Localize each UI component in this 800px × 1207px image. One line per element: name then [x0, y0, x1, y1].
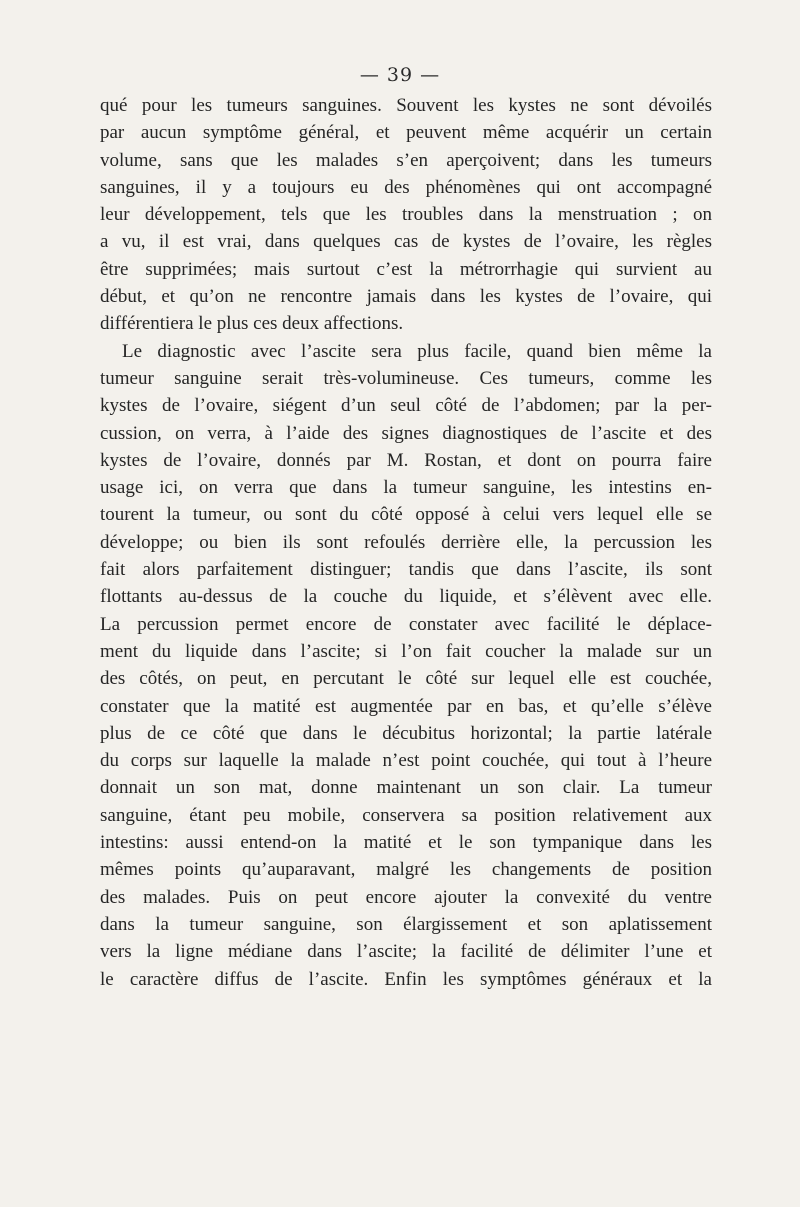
text-line: des côtés, on peut, en percutant le côté sur lequel elle est couchée, — [100, 668, 712, 690]
text-line: différentiera le plus ces deux affections. — [100, 313, 404, 335]
text-line: kystes de l’ovaire, donnés par M. Rostan, et dont on pourra faire — [100, 449, 712, 471]
text-line: kystes de l’ovaire, siégent d’un seul côté de l’abdomen; par la per- — [100, 395, 712, 417]
text-line: du corps sur laquelle la malade n’est point couchée, qui tout à l’heure — [100, 750, 712, 772]
text-line: volume, sans que les malades s’en aperçoivent; dans les tumeurs — [100, 149, 712, 171]
text-line: mêmes points qu’auparavant, malgré les changements de position — [100, 859, 712, 881]
text-line: tourent la tumeur, ou sont du côté opposé à celui vers lequel elle se — [100, 504, 712, 526]
text-line: flottants au-dessus de la couche du liquide, et s’élèvent avec elle. — [100, 586, 712, 608]
text-line: usage ici, on verra que dans la tumeur sanguine, les intestins en- — [100, 477, 712, 499]
text-line: des malades. Puis on peut encore ajouter la convexité du ventre — [100, 886, 712, 908]
text-line: donnait un son mat, donne maintenant un son clair. La tumeur — [100, 777, 712, 799]
text-line: plus de ce côté que dans le décubitus horizontal; la partie latérale — [100, 722, 712, 744]
text-line: cussion, on verra, à l’aide des signes diagnostiques de l’ascite et des — [100, 422, 712, 444]
text-line: Le diagnostic avec l’ascite sera plus facile, quand bien même la — [122, 340, 712, 362]
text-line: début, et qu’on ne rencontre jamais dans les kystes de l’ovaire, qui — [100, 286, 712, 308]
text-line: être supprimées; mais surtout c’est la métrorrhagie qui survient au — [100, 258, 712, 280]
text-line: qué pour les tumeurs sanguines. Souvent les kystes ne sont dévoilés — [100, 95, 712, 116]
text-line: sanguine, étant peu mobile, conservera sa position relativement aux — [100, 804, 712, 826]
text-line: par aucun symptôme général, et peuvent même acquérir un certain — [100, 122, 712, 144]
text-line: fait alors parfaitement distinguer; tandis que dans l’ascite, ils sont — [100, 559, 712, 581]
text-line: sanguines, il y a toujours eu des phénomènes qui ont accompagné — [100, 176, 712, 198]
page-number: — 39 — — [359, 64, 441, 86]
text-line: le caractère diffus de l’ascite. Enfin les symptômes généraux et la — [100, 968, 712, 990]
text-line: ment du liquide dans l’ascite; si l’on fait coucher la malade sur un — [100, 640, 712, 662]
text-line: dans la tumeur sanguine, son élargissement et son aplatissement — [100, 913, 712, 935]
text-line: intestins: aussi entend-on la matité et le son tympanique dans les — [100, 832, 712, 854]
body-text — [100, 92, 712, 993]
text-line: tumeur sanguine serait très-volumineuse. Ces tumeurs, comme les — [100, 367, 712, 389]
text-line: a vu, il est vrai, dans quelques cas de kystes de l’ovaire, les règles — [100, 231, 712, 253]
text-line: constater que la matité est augmentée par en bas, et qu’elle s’élève — [100, 695, 712, 717]
text-line: La percussion permet encore de constater avec facilité le déplace- — [100, 613, 712, 635]
text-line: leur développement, tels que les troubles dans la menstruation ; on — [100, 204, 712, 226]
text-line: vers la ligne médiane dans l’ascite; la facilité de délimiter l’une et — [100, 941, 712, 963]
text-line: développe; ou bien ils sont refoulés derrière elle, la percussion les — [100, 531, 712, 553]
